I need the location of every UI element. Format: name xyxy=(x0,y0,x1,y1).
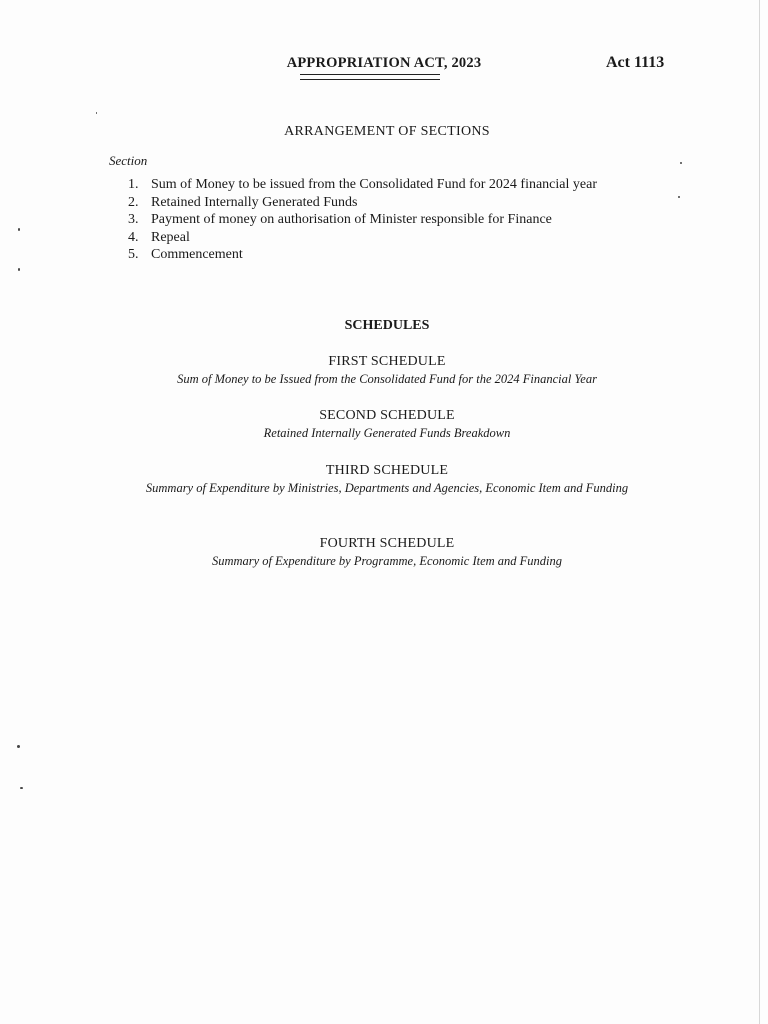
section-number: 3. xyxy=(128,212,139,227)
section-title: Sum of Money to be issued from the Consolidated Fund for 2024 financial year xyxy=(151,177,597,192)
section-column-label: Section xyxy=(109,153,148,168)
schedule-fourth xyxy=(120,535,654,570)
section-number: 1. xyxy=(128,177,139,192)
section-number: 5. xyxy=(128,247,139,262)
schedule-name: FIRST SCHEDULE xyxy=(328,354,446,369)
schedule-description: Summary of Expenditure by Ministries, Departments and Agencies, Economic Item and Funding xyxy=(145,481,629,495)
schedule-description: Sum of Money to be Issued from the Consolidated Fund for the 2024 Financial Year xyxy=(177,372,597,386)
schedules-heading: SCHEDULES xyxy=(344,318,430,333)
section-title: Retained Internally Generated Funds xyxy=(151,194,358,210)
scan-speck xyxy=(680,162,682,164)
arrangement-heading: ARRANGEMENT OF SECTIONS xyxy=(284,124,490,139)
sections-list xyxy=(128,176,597,264)
scan-edge-line xyxy=(759,0,760,1024)
section-title: Repeal xyxy=(151,229,190,245)
schedule-second xyxy=(120,407,654,442)
section-number: 4. xyxy=(128,229,139,245)
title-double-rule xyxy=(300,74,440,80)
section-title: Commencement xyxy=(151,247,243,262)
schedule-third xyxy=(120,462,654,497)
section-item xyxy=(128,211,597,229)
section-item xyxy=(128,229,597,247)
schedule-name: THIRD SCHEDULE xyxy=(325,463,449,478)
scan-speck xyxy=(20,787,23,789)
scan-speck xyxy=(18,228,20,231)
schedule-name: SECOND SCHEDULE xyxy=(319,408,455,423)
schedule-name: FOURTH SCHEDULE xyxy=(319,536,455,551)
scan-speck xyxy=(18,268,20,271)
section-item xyxy=(128,176,597,194)
section-title: Payment of money on authorisation of Minister responsible for Finance xyxy=(151,212,552,227)
section-number: 2. xyxy=(128,194,139,210)
act-number: Act 1113 xyxy=(606,54,665,71)
section-item xyxy=(128,246,597,264)
schedule-description: Retained Internally Generated Funds Breakdown xyxy=(263,426,511,440)
schedule-description: Summary of Expenditure by Programme, Economic Item and Funding xyxy=(211,554,563,568)
section-item xyxy=(128,194,597,212)
act-title: APPROPRIATION ACT, 2023 xyxy=(286,55,482,71)
scan-speck xyxy=(96,112,97,114)
schedule-first xyxy=(120,353,654,388)
scan-speck xyxy=(678,196,680,198)
scan-speck xyxy=(17,745,20,748)
